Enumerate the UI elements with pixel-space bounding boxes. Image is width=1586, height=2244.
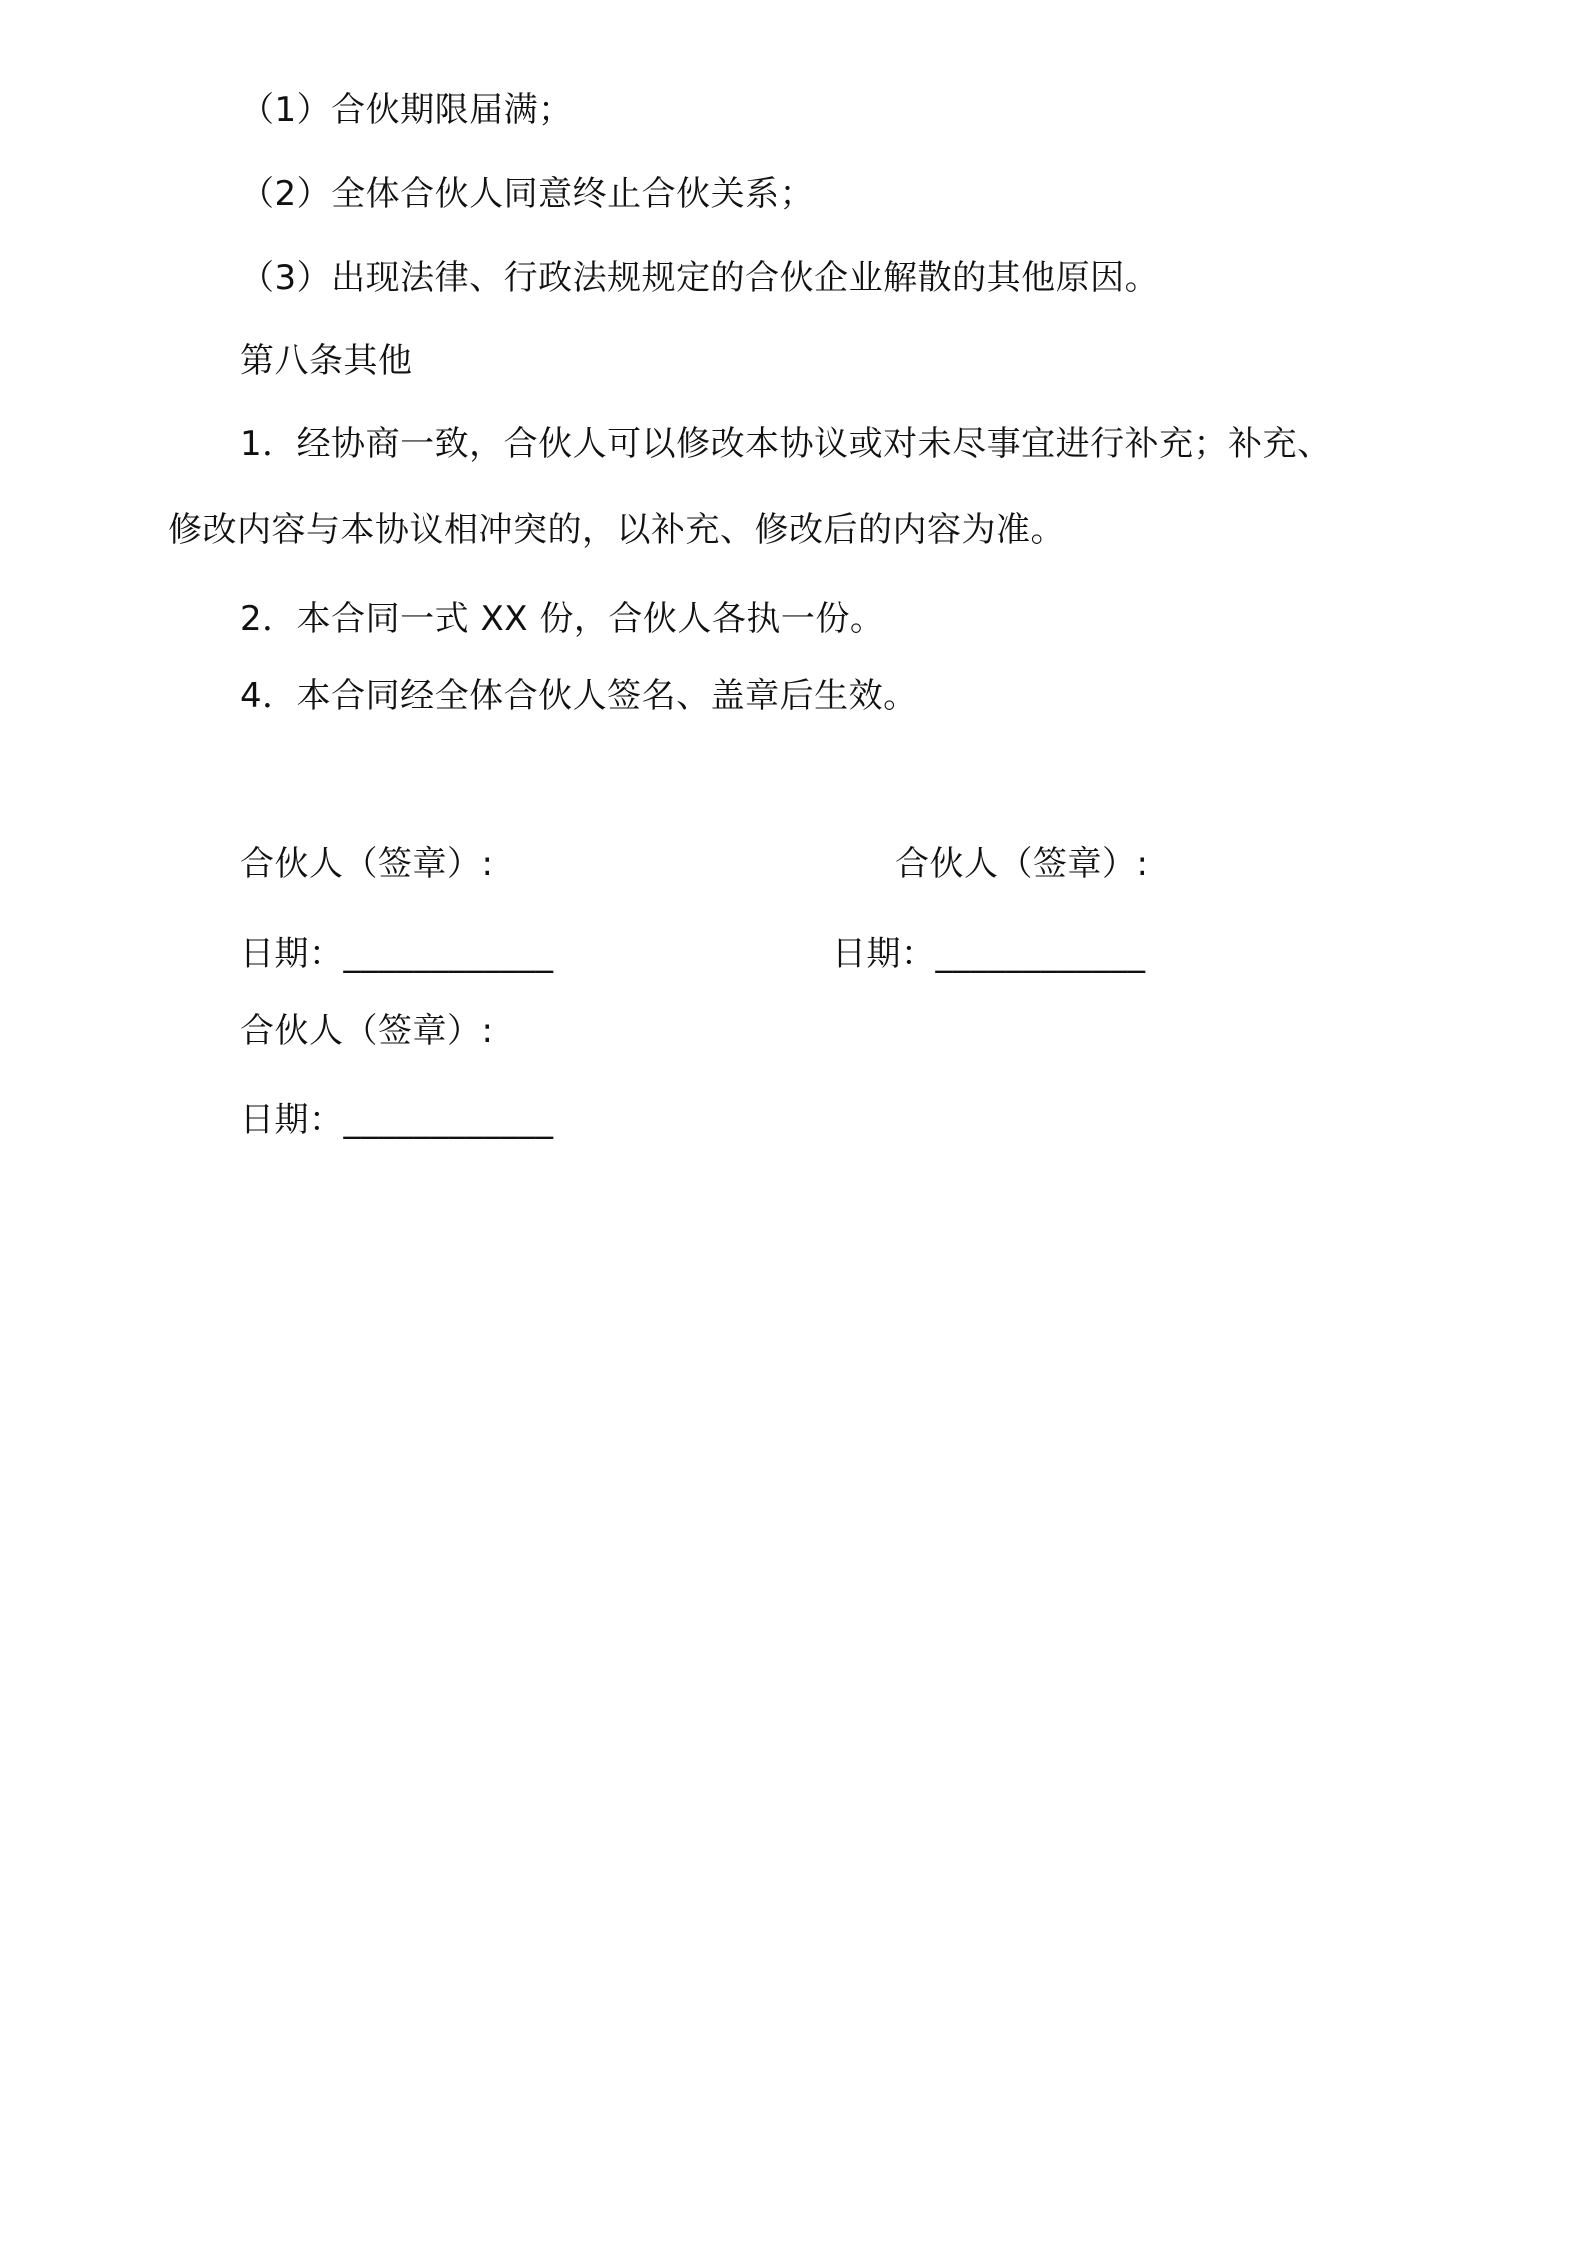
signature-date-2: 日期：____________ <box>832 934 1146 974</box>
termination-item-3: （3）出现法律、行政法规规定的合伙企业解散的其他原因。 <box>240 258 1160 298</box>
partner-signature-label-2: 合伙人（签章）: <box>895 844 1149 884</box>
clause-1-line-1: 1．经协商一致，合伙人可以修改本协议或对未尽事宜进行补充；补充、 <box>240 424 1332 464</box>
termination-item-1: （1）合伙期限届满； <box>240 90 573 130</box>
signature-date-1: 日期：____________ <box>240 934 554 974</box>
clause-4: 4．本合同经全体合伙人签名、盖章后生效。 <box>240 676 918 716</box>
partner-signature-label-1: 合伙人（签章）: <box>240 844 494 884</box>
partner-signature-label-3: 合伙人（签章）: <box>240 1011 494 1051</box>
termination-item-2: （2）全体合伙人同意终止合伙关系； <box>240 174 815 214</box>
clause-1-line-2: 修改内容与本协议相冲突的，以补充、修改后的内容为准。 <box>168 510 1065 550</box>
article-title: 第八条其他 <box>240 341 413 381</box>
signature-date-3: 日期：____________ <box>240 1100 554 1140</box>
clause-2: 2．本合同一式 XX 份，合伙人各执一份。 <box>240 599 885 639</box>
